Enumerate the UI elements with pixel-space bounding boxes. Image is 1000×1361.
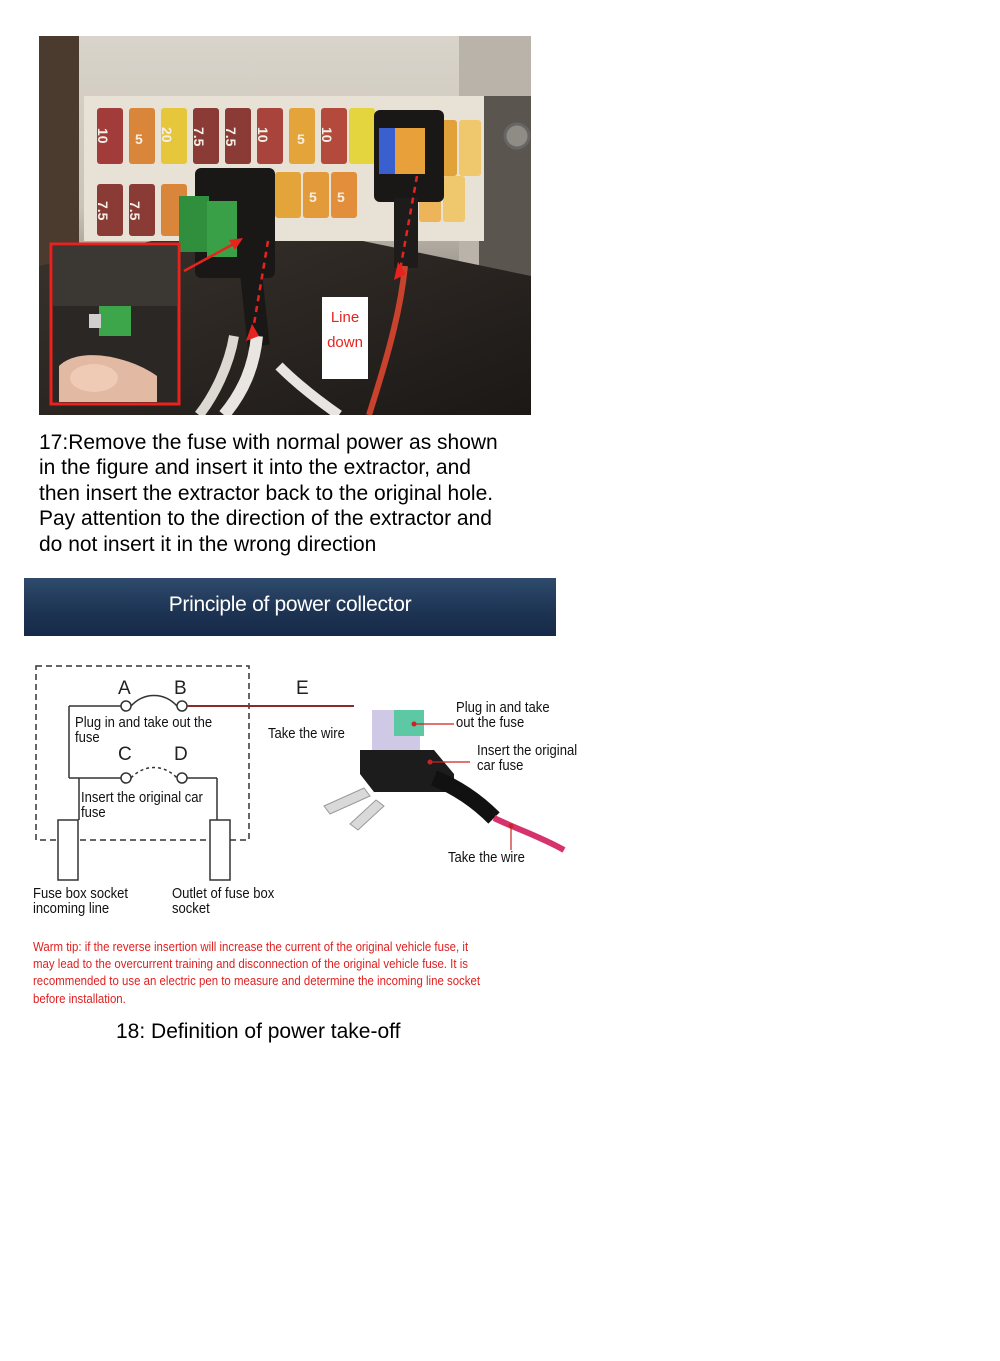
warm-tip-line: may lead to the overcurrent training and disconnection of the original vehicle fuse. It is xyxy=(33,956,468,972)
svg-text:5: 5 xyxy=(309,189,317,205)
line-down-label xyxy=(322,297,368,379)
take-the-wire-right-label: Take the wire xyxy=(448,850,525,866)
insert-original-car-fuse-label xyxy=(81,791,203,821)
svg-text:7.5: 7.5 xyxy=(223,127,239,147)
label-line: Insert the original xyxy=(477,743,578,759)
svg-text:5: 5 xyxy=(135,131,143,147)
outlet-socket xyxy=(210,820,230,880)
svg-text:5: 5 xyxy=(297,131,305,147)
step-17-caption-line: do not insert it in the wrong direction xyxy=(39,532,377,556)
label-line: car fuse xyxy=(477,758,524,774)
add-a-fuse-tap xyxy=(324,710,564,850)
warm-tip-line: before installation. xyxy=(33,990,126,1006)
power-collector-diagram xyxy=(24,578,588,1008)
step-17-caption-line: Pay attention to the direction of the extractor and xyxy=(39,507,492,531)
svg-text:10: 10 xyxy=(95,128,111,144)
line-down-label-line2: down xyxy=(327,334,363,351)
step-17-caption-line: 17:Remove the fuse with normal power as shown xyxy=(39,431,498,454)
fuse-ab xyxy=(131,696,177,707)
diagram-title: Principle of power collector xyxy=(24,578,556,636)
warm-tip-line: recommended to use an electric pen to measure and determine the incoming line socket xyxy=(33,973,481,989)
line-down-label-line1: Line xyxy=(330,309,360,326)
terminal-e-label: E xyxy=(296,678,309,699)
fuse-box-illustration xyxy=(39,36,531,415)
take-the-wire-label: Take the wire xyxy=(268,726,345,742)
incoming-socket xyxy=(58,820,78,880)
plug-in-take-out-label xyxy=(75,716,212,746)
fuse-box-photo xyxy=(39,36,531,415)
label-line: fuse xyxy=(75,730,100,746)
svg-text:10: 10 xyxy=(319,127,335,143)
terminal-a-label: A xyxy=(118,678,131,699)
label-line: Outlet of fuse box xyxy=(172,886,275,902)
svg-text:5: 5 xyxy=(337,189,345,205)
svg-text:7.5: 7.5 xyxy=(95,201,111,221)
svg-text:7.5: 7.5 xyxy=(191,127,207,147)
label-line: Insert the original car xyxy=(81,790,203,806)
svg-text:10: 10 xyxy=(255,127,271,143)
svg-text:20: 20 xyxy=(159,127,175,143)
label-line: socket xyxy=(172,901,210,917)
step-17-caption-line: in the figure and insert it into the extractor, and xyxy=(39,456,471,480)
warm-tip xyxy=(33,938,561,1007)
terminal-b-label: B xyxy=(174,678,187,699)
svg-text:7.5: 7.5 xyxy=(127,201,143,221)
inset-photo xyxy=(51,244,179,404)
fuse-cd xyxy=(131,768,177,779)
label-line: fuse xyxy=(81,805,106,821)
label-line: incoming line xyxy=(33,901,110,917)
label-line: Plug in and take xyxy=(456,700,550,716)
warm-tip-line: Warm tip: if the reverse insertion will increase the current of the original vehicle fuse, it xyxy=(33,939,469,954)
plug-in-take-out-right-label xyxy=(456,701,550,731)
terminal-d-label: D xyxy=(174,744,188,765)
step-17-caption-line: then insert the extractor back to the original hole. xyxy=(39,481,494,505)
label-line: out the fuse xyxy=(456,715,525,731)
label-line: Plug in and take out the xyxy=(75,715,213,731)
step-17-caption xyxy=(39,430,599,557)
outlet-of-fuse-box-socket-label xyxy=(172,887,274,917)
label-line: Fuse box socket xyxy=(33,886,129,902)
fuse-box-socket-incoming-label xyxy=(33,887,128,917)
step-18-caption: 18: Definition of power take-off xyxy=(116,1020,401,1043)
terminal-c-label: C xyxy=(118,744,132,765)
insert-original-right-label xyxy=(477,744,577,774)
